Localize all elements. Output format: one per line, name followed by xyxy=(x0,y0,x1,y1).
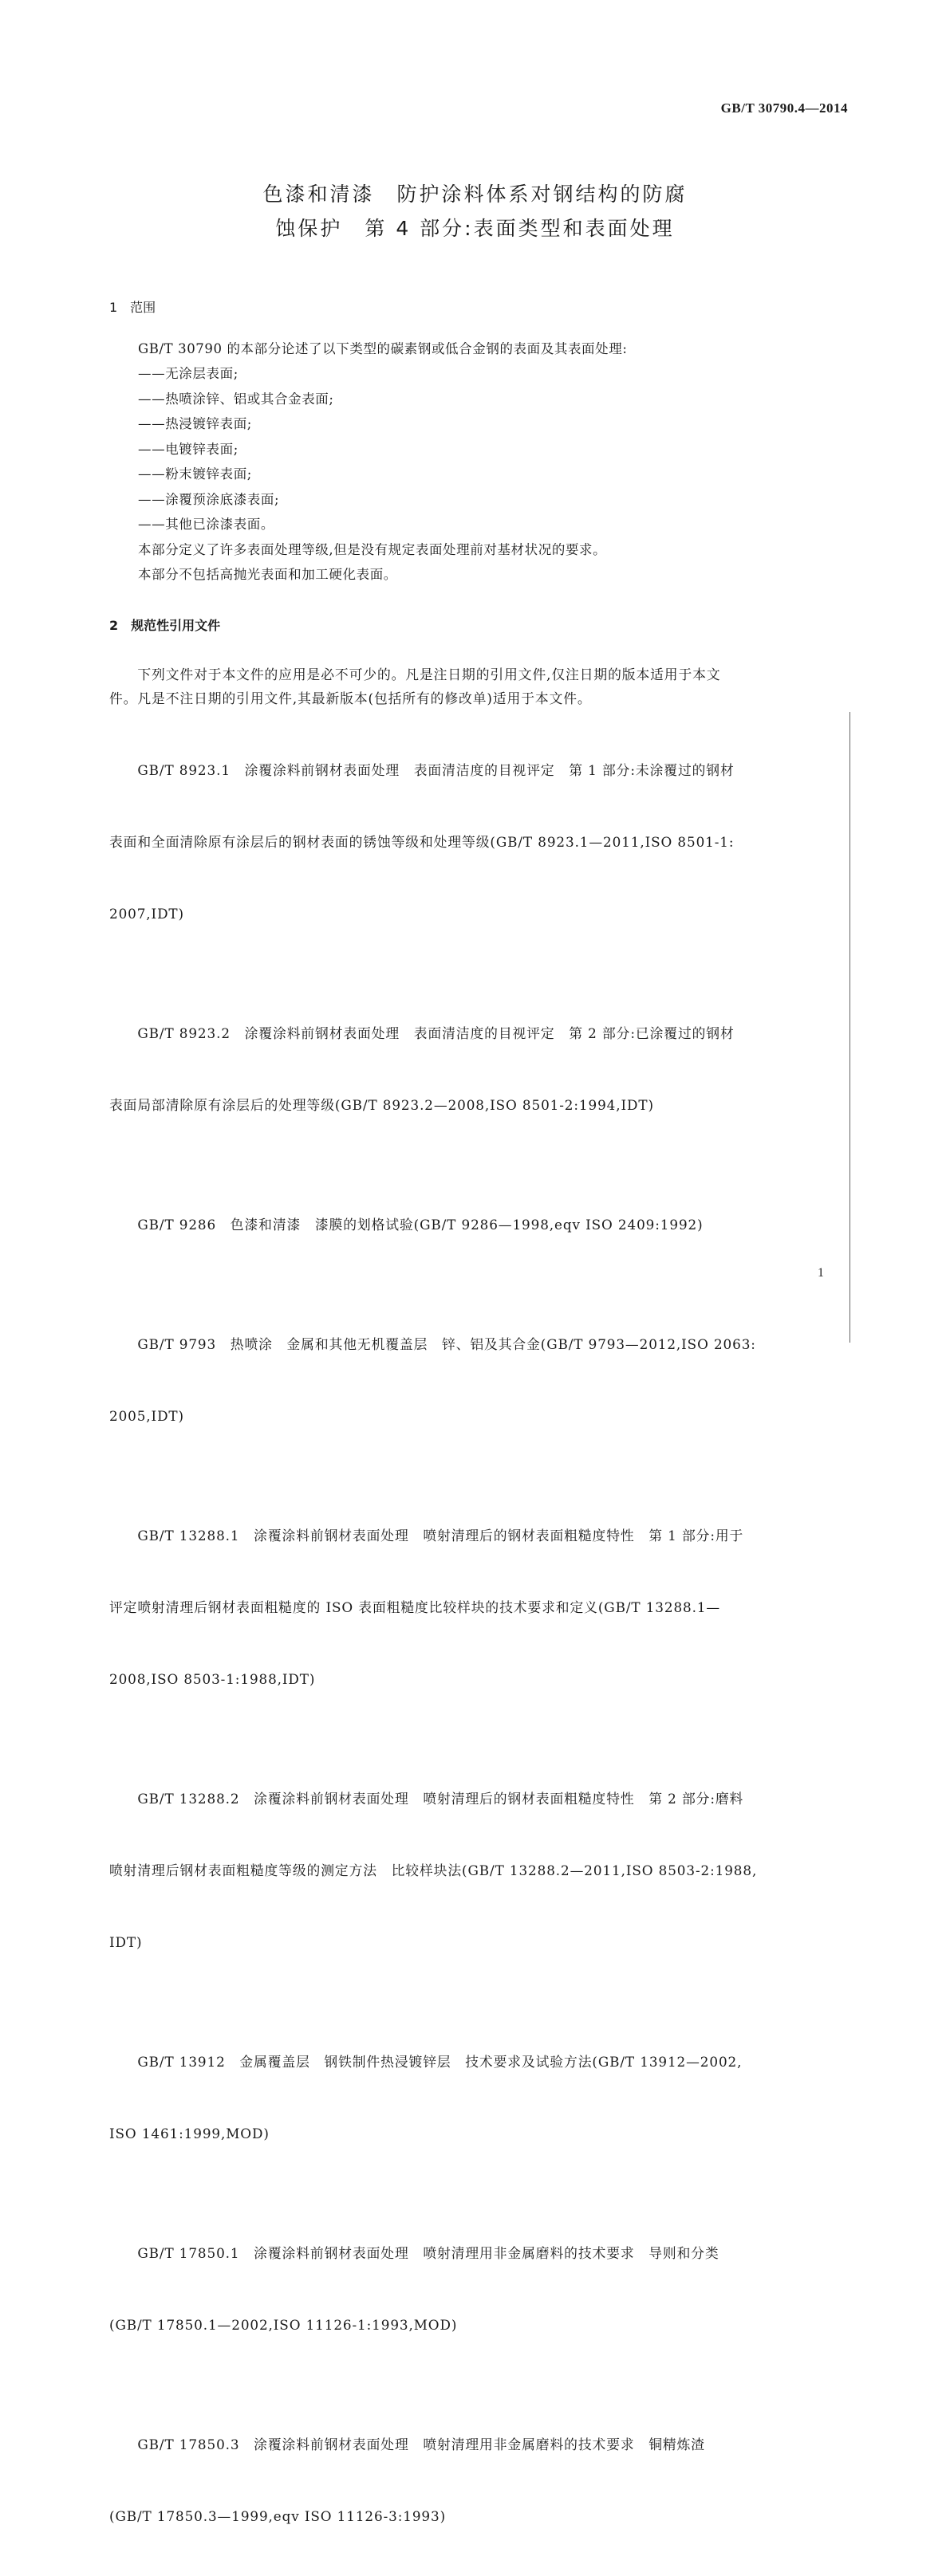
scope-note: 本部分定义了许多表面处理等级,但是没有规定表面处理前对基材状况的要求。 xyxy=(138,542,607,557)
reference-line: GB/T 13288.1 涂覆涂料前钢材表面处理 喷射清理后的钢材表面粗糙度特性 第 1 部分:用于 xyxy=(109,1528,744,1544)
reference-line: 评定喷射清理后钢材表面粗糙度的 ISO 表面粗糙度比较样块的技术要求和定义(GB/T 13288.1— xyxy=(109,1599,721,1615)
reference-line: 2007,IDT) xyxy=(109,906,184,922)
paragraph-line: 件。凡是不注日期的引用文件,其最新版本(包括所有的修改单)适用于本文件。 xyxy=(109,690,592,706)
scope-list-item: ——热浸镀锌表面; xyxy=(138,416,252,431)
reference-line: IDT) xyxy=(109,1934,143,1950)
paragraph-line: 下列文件对于本文件的应用是必不可少的。凡是注日期的引用文件,仅注日期的版本适用于本文 xyxy=(109,667,721,682)
reference-line: (GB/T 17850.3—1999,eqv ISO 11126-3:1993) xyxy=(109,2508,447,2524)
reference-line: GB/T 13912 金属覆盖层 钢铁制件热浸镀锌层 技术要求及试验方法(GB/T 13912—2002, xyxy=(109,2054,743,2070)
page-number: 1 xyxy=(818,1266,824,1280)
section-2-heading: 2 规范性引用文件 xyxy=(109,618,221,633)
reference-line: (GB/T 17850.1—2002,ISO 11126-1:1993,MOD) xyxy=(109,2317,458,2333)
reference-entry xyxy=(109,2385,847,2576)
standard-number: GB/T 30790.4—2014 xyxy=(720,100,848,116)
reference-line: 表面和全面清除原有涂层后的钢材表面的锈蚀等级和处理等级(GB/T 8923.1—2011,ISO 8501-1: xyxy=(109,834,735,850)
reference-line: 表面局部清除原有涂层后的处理等级(GB/T 8923.2—2008,ISO 8501-2:1994,IDT) xyxy=(109,1097,654,1113)
reference-line: 喷射清理后钢材表面粗糙度等级的测定方法 比较样块法(GB/T 13288.2—2011,ISO 8503-2:1988, xyxy=(109,1862,758,1878)
scope-note: 本部分不包括高抛光表面和加工硬化表面。 xyxy=(138,567,397,582)
normative-intro xyxy=(109,663,847,710)
reference-line: GB/T 17850.3 涂覆涂料前钢材表面处理 喷射清理用非金属磨料的技术要求 铜精炼渣 xyxy=(109,2436,705,2452)
reference-entry xyxy=(109,1284,847,1476)
scope-list-item: ——粉末镀锌表面; xyxy=(138,466,252,482)
reference-entry xyxy=(109,1739,847,2002)
title-line-2: 蚀保护 第 4 部分:表面类型和表面处理 xyxy=(275,217,675,240)
scope-list-item: ——无涂层表面; xyxy=(138,366,238,381)
reference-entry xyxy=(109,1476,847,1739)
section-1-heading: 1 范围 xyxy=(109,300,156,315)
reference-list xyxy=(109,710,847,2576)
revision-bar xyxy=(849,712,850,1343)
title-line-1: 色漆和清漆 防护涂料体系对钢结构的防腐 xyxy=(262,183,688,206)
reference-line: GB/T 13288.2 涂覆涂料前钢材表面处理 喷射清理后的钢材表面粗糙度特性 第 2 部分:磨料 xyxy=(109,1791,744,1807)
reference-line: GB/T 9793 热喷涂 金属和其他无机覆盖层 锌、铝及其合金(GB/T 9793—2012,ISO 2063: xyxy=(109,1336,756,1352)
reference-line: GB/T 17850.1 涂覆涂料前钢材表面处理 喷射清理用非金属磨料的技术要求 导则和分类 xyxy=(109,2245,719,2261)
reference-entry xyxy=(109,710,847,973)
reference-line: GB/T 8923.2 涂覆涂料前钢材表面处理 表面清洁度的目视评定 第 2 部分:已涂覆过的钢材 xyxy=(109,1025,735,1041)
scope-list-item: ——电镀锌表面; xyxy=(138,442,238,457)
scope-list-item: ——其他已涂漆表面。 xyxy=(138,517,274,532)
scope-list-item: ——热喷涂锌、铝或其合金表面; xyxy=(138,391,334,407)
reference-entry xyxy=(109,973,847,1165)
reference-line: 2008,ISO 8503-1:1988,IDT) xyxy=(109,1671,316,1687)
reference-line: ISO 1461:1999,MOD) xyxy=(109,2126,270,2141)
reference-entry xyxy=(109,2002,847,2193)
reference-entry xyxy=(109,2193,847,2385)
reference-entry xyxy=(109,1165,847,1284)
reference-line: GB/T 9286 色漆和清漆 漆膜的划格试验(GB/T 9286—1998,eqv ISO 2409:1992) xyxy=(109,1217,704,1233)
reference-line: GB/T 8923.1 涂覆涂料前钢材表面处理 表面清洁度的目视评定 第 1 部分:未涂覆过的钢材 xyxy=(109,762,735,778)
reference-line: 2005,IDT) xyxy=(109,1408,184,1424)
scope-intro: GB/T 30790 的本部分论述了以下类型的碳素钢或低合金钢的表面及其表面处理: xyxy=(138,341,628,356)
document-title xyxy=(0,177,950,246)
scope-list-item: ——涂覆预涂底漆表面; xyxy=(138,492,280,507)
